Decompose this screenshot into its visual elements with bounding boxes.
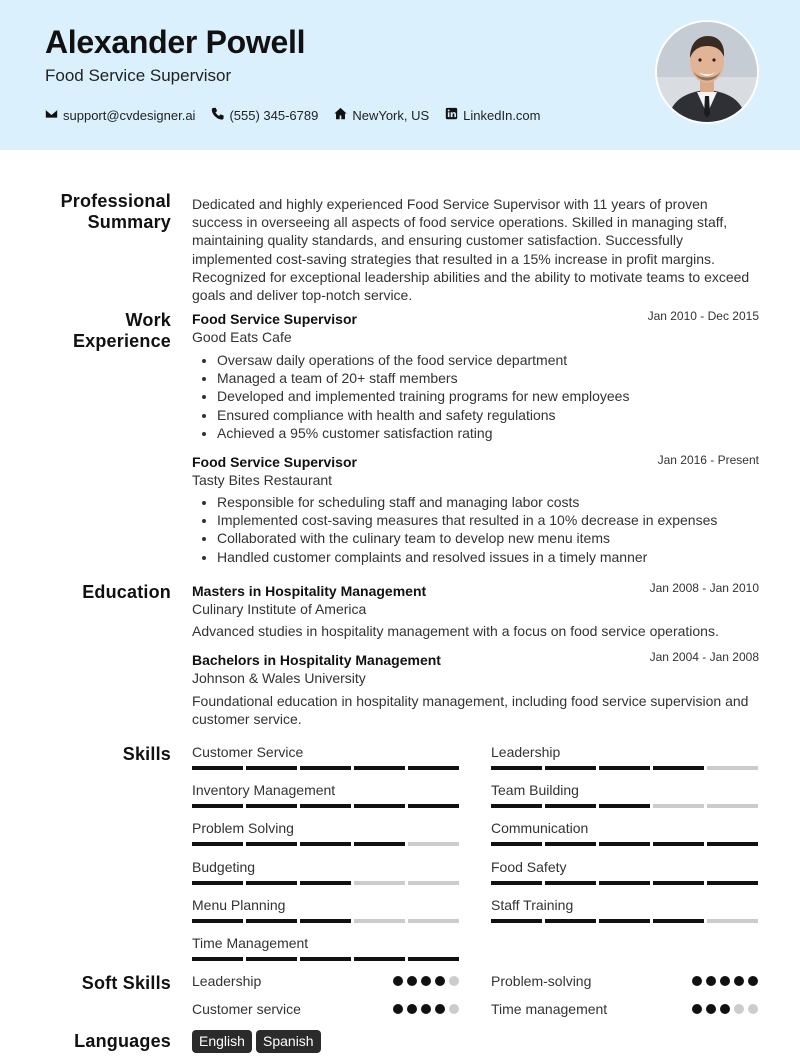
contact-email[interactable] <box>45 107 195 123</box>
home-icon <box>334 107 347 123</box>
skill-name: Leadership <box>491 744 561 760</box>
list-item: • Collaborated with the culinary team to develop new menu items <box>217 529 757 547</box>
degree-title: Bachelors in Hospitality Management <box>192 652 441 668</box>
list-item: • Managed a team of 20+ staff members <box>217 369 757 387</box>
candidate-name: Alexander Powell <box>45 24 306 60</box>
skill-segment-filled <box>246 804 297 808</box>
skill-name: Communication <box>491 820 589 837</box>
skill-segment-empty <box>707 919 758 923</box>
skill-level-bar <box>491 919 758 923</box>
skill-segment-filled <box>192 804 243 808</box>
skill-segment-filled <box>192 957 243 961</box>
skill-segment-filled <box>192 919 243 923</box>
skill-segment-filled <box>300 919 351 923</box>
skill-segment-filled <box>408 957 459 961</box>
skill-name: Food Safety <box>491 858 567 875</box>
skill-segment-filled <box>491 804 542 808</box>
soft-skill-name: Leadership <box>192 973 262 989</box>
linkedin-icon <box>445 107 458 123</box>
rating-dot-empty <box>734 1004 744 1014</box>
list-item: • Implemented cost-saving measures that resulted in a 10% decrease in expenses <box>217 511 757 529</box>
rating-dot-filled <box>706 976 716 986</box>
list-item: • Achieved a 95% customer satisfaction rating <box>217 424 757 442</box>
degree-description: Foundational education in hospitality management, including food service supervision and customer service. <box>192 693 749 728</box>
skill-segment-filled <box>246 766 297 770</box>
skill-level-bar <box>192 766 459 770</box>
skill-segment-filled <box>246 957 297 961</box>
degree-title: Masters in Hospitality Management <box>192 583 427 599</box>
candidate-role: Food Service Supervisor <box>45 66 232 85</box>
skill-name: Budgeting <box>192 858 256 875</box>
skill-segment-filled <box>300 957 351 961</box>
skill-segment-filled <box>192 881 243 885</box>
rating-dot-filled <box>720 976 730 986</box>
contact-phone[interactable] <box>211 107 318 123</box>
skill-level-bar <box>491 881 758 885</box>
skill-segment-filled <box>354 766 405 770</box>
language-pill: English <box>192 1030 252 1053</box>
skill-segment-filled <box>545 842 596 846</box>
skill-level-bar <box>192 957 459 961</box>
contact-location-text: NewYork, US <box>352 107 430 123</box>
skill-name: Menu Planning <box>192 896 286 913</box>
skill-segment-filled <box>599 804 650 808</box>
skill-segment-empty <box>653 804 704 808</box>
job-company: Good Eats Cafe <box>192 329 292 345</box>
skill-segment-filled <box>599 881 650 885</box>
skill-segment-filled <box>545 804 596 808</box>
summary-text: Dedicated and highly experienced Food Service Supervisor with 11 years of proven success in overseeing all aspects of food service operations. Skilled in managing staff, maintaining quality standards, and ensuring customer satisfaction. Successfully implemented cost-saving strategies that resulted in a 15% increase in profit margins. Recognized for exceptional leadership abilities and the ability to motivate teams to exceed goals and deliver top-notch service. <box>192 196 750 304</box>
rating-dot-filled <box>435 976 445 986</box>
skill-segment-filled <box>599 842 650 846</box>
skill-segment-filled <box>300 842 351 846</box>
skill-name: Time Management <box>192 935 309 951</box>
skill-segment-filled <box>246 881 297 885</box>
contact-linkedin[interactable] <box>445 107 540 123</box>
job-date: Jan 2010 - Dec 2015 <box>647 309 759 323</box>
skill-segment-filled <box>707 842 758 846</box>
skill-segment-filled <box>192 766 243 770</box>
phone-icon <box>211 107 224 123</box>
skill-segment-filled <box>354 804 405 808</box>
skill-segment-filled <box>599 919 650 923</box>
job-title: Food Service Supervisor <box>192 311 357 327</box>
section-title-work: Work Experience <box>72 310 171 351</box>
rating-dot-filled <box>407 1004 417 1014</box>
soft-skill-name: Time management <box>491 1001 608 1017</box>
skill-segment-filled <box>491 766 542 770</box>
skill-segment-filled <box>491 881 542 885</box>
school-name: Johnson & Wales University <box>192 670 366 686</box>
rating-dot-filled <box>706 1004 716 1014</box>
contact-email-text: support@cvdesigner.ai <box>63 107 196 123</box>
rating-dot-filled <box>748 976 758 986</box>
skill-segment-filled <box>599 766 650 770</box>
degree-date: Jan 2008 - Jan 2010 <box>649 581 759 595</box>
soft-skill-rating <box>393 976 459 986</box>
skill-segment-filled <box>545 919 596 923</box>
skill-segment-filled <box>408 766 459 770</box>
skill-segment-filled <box>491 842 542 846</box>
skill-segment-filled <box>192 842 243 846</box>
skill-segment-filled <box>300 804 351 808</box>
skill-segment-filled <box>491 919 542 923</box>
skill-segment-filled <box>246 919 297 923</box>
rating-dot-filled <box>692 976 702 986</box>
job-company: Tasty Bites Restaurant <box>192 472 333 488</box>
skill-level-bar <box>192 881 459 885</box>
skill-segment-filled <box>300 881 351 885</box>
job-title: Food Service Supervisor <box>192 454 357 470</box>
contact-location <box>334 107 429 123</box>
school-name: Culinary Institute of America <box>192 601 367 617</box>
skill-segment-empty <box>354 919 405 923</box>
skill-segment-empty <box>408 881 459 885</box>
skill-segment-filled <box>408 804 459 808</box>
skill-level-bar <box>491 842 758 846</box>
rating-dot-filled <box>421 976 431 986</box>
job-bullets <box>192 351 757 442</box>
skill-segment-filled <box>545 766 596 770</box>
skill-segment-filled <box>545 881 596 885</box>
soft-skill-name: Problem-solving <box>491 973 592 989</box>
skill-segment-filled <box>653 842 704 846</box>
list-item: • Handled customer complaints and resolved issues in a timely manner <box>217 548 757 566</box>
skill-name: Inventory Management <box>192 782 336 799</box>
header-banner <box>0 0 800 150</box>
skill-level-bar <box>192 842 459 846</box>
rating-dot-empty <box>748 1004 758 1014</box>
skill-name: Team Building <box>491 782 579 799</box>
skill-segment-filled <box>300 766 351 770</box>
rating-dot-empty <box>449 1004 459 1014</box>
skill-segment-filled <box>653 766 704 770</box>
language-pill: Spanish <box>256 1030 321 1053</box>
skill-level-bar <box>491 804 758 808</box>
section-title-skills: Skills <box>122 744 171 764</box>
profile-photo <box>655 20 759 124</box>
soft-skill-name: Customer service <box>192 1001 301 1017</box>
soft-skill-rating <box>692 976 758 986</box>
rating-dot-filled <box>393 1004 403 1014</box>
skill-segment-empty <box>707 766 758 770</box>
soft-skill-rating <box>393 1004 459 1014</box>
skill-segment-filled <box>707 881 758 885</box>
skill-segment-empty <box>408 842 459 846</box>
skill-segment-filled <box>653 919 704 923</box>
degree-description: Advanced studies in hospitality management with a focus on food service operations. <box>192 623 719 639</box>
rating-dot-filled <box>407 976 417 986</box>
section-title-education: Education <box>82 582 171 602</box>
skill-segment-empty <box>408 919 459 923</box>
list-item: • Ensured compliance with health and safety regulations <box>217 406 757 424</box>
job-bullets <box>192 493 757 566</box>
rating-dot-filled <box>734 976 744 986</box>
skill-level-bar <box>491 766 758 770</box>
skill-level-bar <box>192 919 459 923</box>
section-title-summary: Professional Summary <box>60 191 171 232</box>
list-item: • Developed and implemented training programs for new employees <box>217 387 757 405</box>
contact-linkedin-text: LinkedIn.com <box>463 107 541 123</box>
list-item: • Oversaw daily operations of the food service department <box>217 351 757 369</box>
rating-dot-filled <box>720 1004 730 1014</box>
contact-phone-text: (555) 345-6789 <box>229 107 319 123</box>
skill-level-bar <box>192 804 459 808</box>
degree-date: Jan 2004 - Jan 2008 <box>649 650 759 664</box>
skill-name: Staff Training <box>491 896 574 913</box>
rating-dot-filled <box>692 1004 702 1014</box>
skill-segment-empty <box>354 881 405 885</box>
rating-dot-filled <box>393 976 403 986</box>
soft-skill-rating <box>692 1004 758 1014</box>
section-title-soft-skills: Soft Skills <box>81 973 171 993</box>
skill-segment-filled <box>354 957 405 961</box>
contact-row <box>45 107 541 123</box>
job-date: Jan 2016 - Present <box>657 453 759 467</box>
envelope-icon <box>45 107 58 123</box>
section-title-languages: Languages <box>74 1031 171 1051</box>
skill-segment-filled <box>246 842 297 846</box>
rating-dot-filled <box>435 1004 445 1014</box>
rating-dot-empty <box>449 976 459 986</box>
list-item: • Responsible for scheduling staff and managing labor costs <box>217 493 757 511</box>
skill-name: Problem Solving <box>192 820 294 837</box>
skill-segment-filled <box>354 842 405 846</box>
skill-segment-filled <box>653 881 704 885</box>
skill-segment-empty <box>707 804 758 808</box>
skill-name: Customer Service <box>192 744 304 760</box>
rating-dot-filled <box>421 1004 431 1014</box>
